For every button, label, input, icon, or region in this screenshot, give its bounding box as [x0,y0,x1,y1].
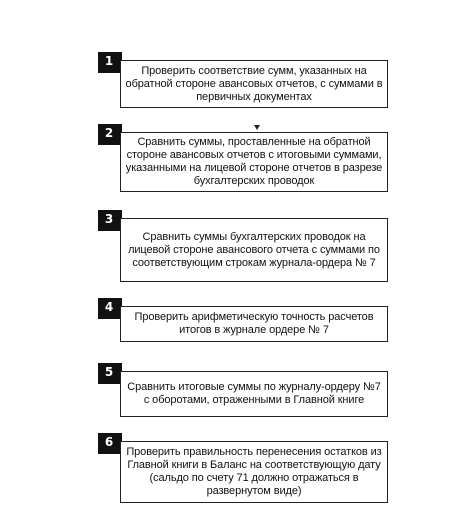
step-number-badge: 6 [98,433,122,454]
step-box [120,132,388,192]
step-number-badge: 2 [98,124,122,145]
step-box [120,60,388,108]
step-box [120,371,388,417]
step-number-badge: 4 [98,298,122,319]
step-box [120,441,388,503]
step-number-badge: 5 [98,363,122,384]
step-text: Сравнить суммы, проставленные на обратной стороне авансовых отчетов с итоговыми суммами, указанными на лицевой стороне отчетов в разрезе бухгалтерских проводок [125,136,383,187]
step-number-badge: 3 [98,210,122,231]
step-number-badge: 1 [98,52,122,73]
flow-arrow [254,125,260,130]
step-box [120,218,388,282]
step-text: Сравнить суммы бухгалтерских проводок на лицевой стороне авансового отчета с суммами по соответствующим строкам журнала-ордера № 7 [128,230,380,269]
step-text: Проверить арифметическую точность расчетов итогов в журнале ордере № 7 [134,311,374,336]
step-text: Проверить правильность перенесения остатков из Главной книги в Баланс на соответствующую дату (сальдо по счету 71 должно отражаться в развернутом виде) [126,446,382,497]
step-text: Сравнить итоговые суммы по журналу-ордеру №7 с оборотами, отраженными в Главной книге [127,381,381,406]
step-text: Проверить соответствие сумм, указанных на обратной стороне авансовых отчетов, с суммами в первичных документах [125,64,383,103]
step-box [120,306,388,342]
